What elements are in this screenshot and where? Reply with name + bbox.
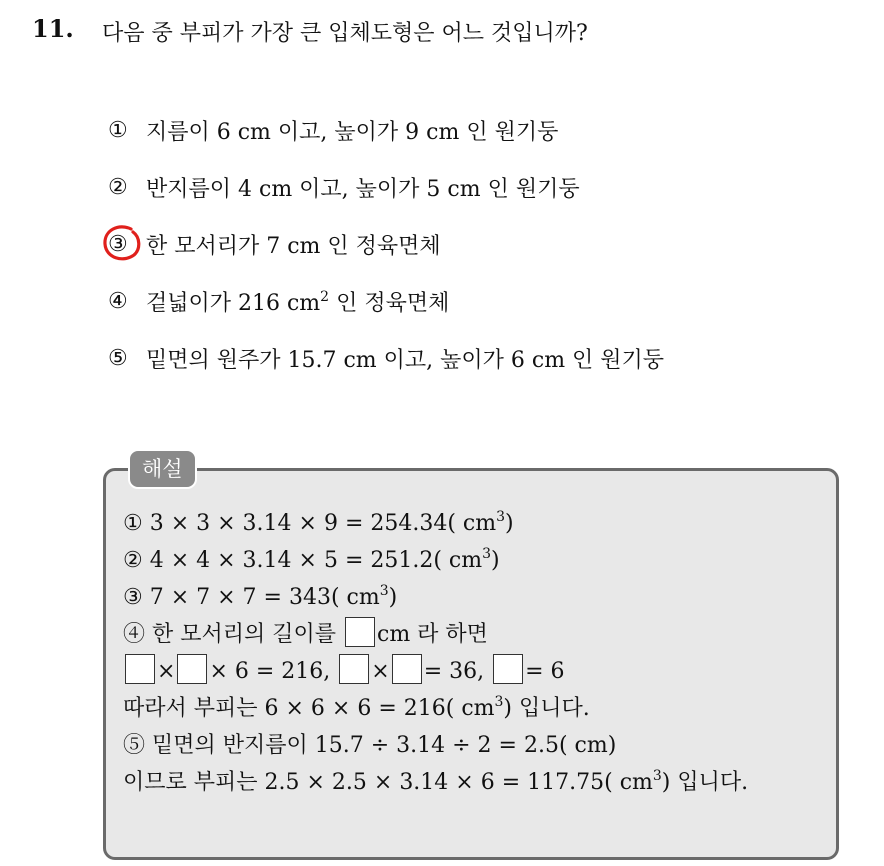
choice-3[interactable] [108,216,664,273]
blank-box [177,654,207,684]
choice-text-before: 겉넓이가 216 cm [146,291,321,316]
line-post: ) [491,548,500,573]
choice-marker: ④ [108,289,128,314]
solution-line-3 [123,579,748,616]
choice-list [108,102,664,387]
blank-box [493,654,523,684]
line-post: cm 라 하면 [377,622,488,647]
line-sup: 3 [379,583,389,599]
choice-marker: ③ [108,232,128,257]
choice-1[interactable] [108,102,664,159]
choice-4[interactable] [108,273,664,330]
line-pre: ④ 한 모서리의 길이를 [123,622,343,647]
choice-text [146,286,449,317]
solution-line-7 [123,727,748,764]
solution-line-4 [123,616,748,653]
choice-marker: ① [108,118,128,143]
line-sup: 3 [482,546,492,562]
choice-marker: ② [108,175,128,200]
line-sup: 3 [652,768,662,784]
line-part-a: × [157,659,176,684]
choice-text: 반지름이 4 cm 이고, 높이가 5 cm 인 원기둥 [146,177,580,202]
solution-line-2 [123,542,748,579]
choice-5[interactable] [108,330,664,387]
solution-line-8 [123,764,748,801]
line-pre: ② 4 × 4 × 3.14 × 5 = 251.2( cm [123,548,483,573]
blank-box [345,617,375,647]
line-sup: 3 [496,509,506,525]
choice-marker: ⑤ [108,346,128,371]
line-pre: ③ 7 × 7 × 7 = 343( cm [123,585,380,610]
question-number: 11. [32,14,74,43]
choice-text: 지름이 6 cm 이고, 높이가 9 cm 인 원기둥 [146,120,559,145]
solution-line-5 [123,653,748,690]
choice-text-after: 인 정육면체 [329,291,450,316]
line-part-e: = 6 [525,659,565,684]
choice-text: 밑면의 원주가 15.7 cm 이고, 높이가 6 cm 인 원기둥 [146,348,665,373]
question-text: 다음 중 부피가 가장 큰 입체도형은 어느 것입니까? [102,21,588,46]
line-post: ) [505,511,514,536]
blank-box [392,654,422,684]
solution-body [123,505,748,801]
line-text: ⑤ 밑면의 반지름이 15.7 ÷ 3.14 ÷ 2 = 2.5( cm) [123,733,617,758]
choice-text: 한 모서리가 7 cm 인 정육면체 [146,234,441,259]
line-pre: 이므로 부피는 2.5 × 2.5 × 3.14 × 6 = 117.75( cm [123,770,653,795]
choice-superscript: 2 [320,289,330,305]
line-part-b: × 6 = 216, [209,659,338,684]
line-post: ) 입니다. [503,696,590,721]
solution-label: 해설 [128,449,197,489]
line-part-d: = 36, [423,659,492,684]
line-post: ) 입니다. [661,770,749,795]
blank-box [339,654,369,684]
choice-2[interactable] [108,159,664,216]
blank-box [125,654,155,684]
line-part-c: × [371,659,390,684]
line-post: ) [388,585,398,610]
line-sup: 3 [494,694,504,710]
solution-line-1 [123,505,748,542]
line-pre: 따라서 부피는 6 × 6 × 6 = 216( cm [123,696,495,721]
solution-line-6 [123,690,748,727]
line-pre: ① 3 × 3 × 3.14 × 9 = 254.34( cm [123,511,497,536]
